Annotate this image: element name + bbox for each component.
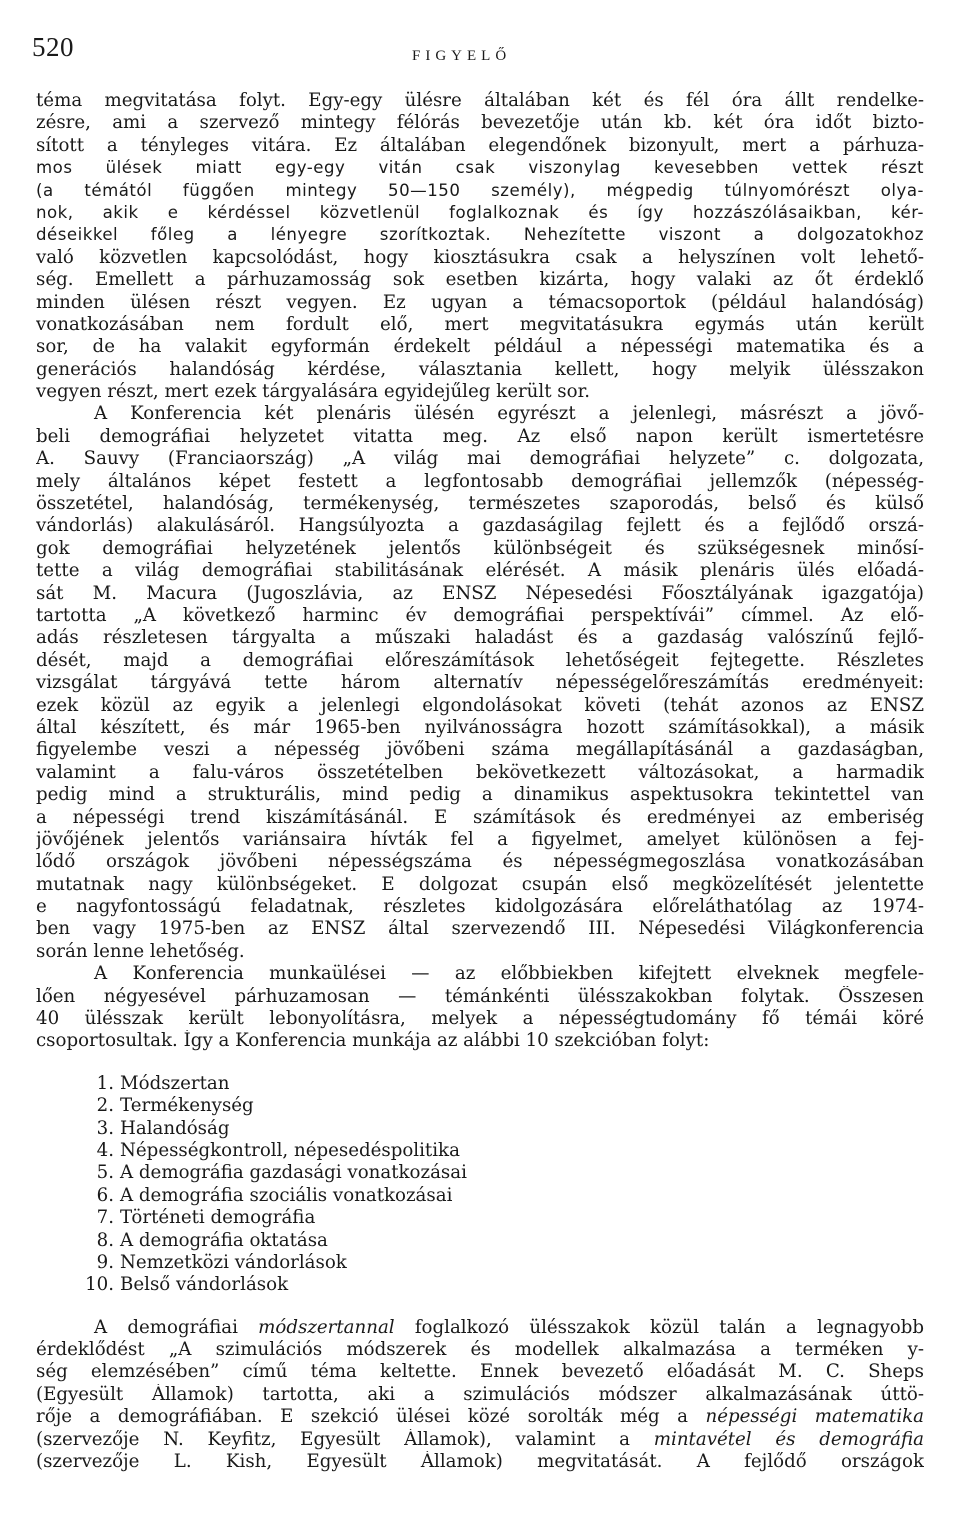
text-line: A Konferencia munkaülései — az előbbiekben kifejtett elveknek megfele- <box>94 963 924 985</box>
text-line: lően négyesével párhuzamosan — témánkénti ülésszakokban folytak. Összesen <box>36 985 924 1007</box>
text-line: e nagyfontosságú feladatnak, részletes kidolgozására előreláthatólag az 1974- <box>36 896 924 918</box>
text-run: rője a demográfiában. E szekció ülései közé sorolták még a <box>36 1406 706 1428</box>
text-line: generációs halandóság kérdése, választania kellett, hogy melyik ülésszakon <box>36 358 924 380</box>
text-line <box>36 1317 924 1339</box>
list-item-number: 4. <box>96 1139 114 1161</box>
list-item <box>36 1185 924 1207</box>
text-line: által készített, és már 1965-ben nyilvánosságra hozott számításokkal), a másik <box>36 716 924 738</box>
text-line: (Egyesült Államok) tartotta, aki a szimulációs módszer alkalmazásának úttö- <box>36 1383 924 1405</box>
text-line: (a témától függően mintegy 50—150 személy), mégpedig túlnyomórészt olya- <box>36 180 924 200</box>
text-line: sát M. Macura (Jugoszlávia, az ENSZ Népesedési Főosztályának igazgatója) <box>36 582 924 604</box>
list-item <box>36 1230 924 1252</box>
text-line: sor, de ha valakit egyformán érdekelt például a népességi matematika és a <box>36 336 924 358</box>
text-line: (szervezője L. Kish, Egyesült Államok) megvitatását. A fejlődő országok <box>36 1451 924 1473</box>
list-item <box>36 1073 924 1095</box>
text-line: ezek közül az egyik a jelenlegi elgondolásokat követi (tehát azonos az ENSZ <box>36 694 924 716</box>
list-item-label: A demográfia szociális vonatkozásai <box>120 1184 453 1206</box>
text-run: (szervezője N. Keyfitz, Egyesült Államok), valamint a <box>36 1428 654 1450</box>
page-number: 520 <box>32 32 74 62</box>
list-item-number: 1. <box>96 1072 114 1094</box>
article-body <box>36 90 924 1473</box>
text-line: a népességi trend kiszámításánál. E számítások és eredményei az emberiség <box>36 806 924 828</box>
text-line: ség. Emellett a párhuzamosság sok esetben kizárta, hogy valaki az őt érdeklő <box>36 269 924 291</box>
list-item <box>36 1274 924 1296</box>
page-header <box>32 30 928 74</box>
list-item <box>36 1252 924 1274</box>
list-item <box>36 1118 924 1140</box>
list-item <box>36 1207 924 1229</box>
text-line: dését, majd a demográfiai előreszámítások lehetőségeit fejtegette. Részletes <box>36 649 924 671</box>
list-item-label: Halandóság <box>120 1117 230 1139</box>
list-item-label: Módszertan <box>120 1072 230 1094</box>
list-item-number: 5. <box>96 1162 114 1184</box>
text-line: figyelembe veszi a népesség jövőbeni száma megállapításánál a gazdaságban, <box>36 739 924 761</box>
running-head: FIGYELŐ <box>412 48 512 64</box>
list-item <box>36 1095 924 1117</box>
list-item-label: Belső vándorlások <box>120 1274 289 1296</box>
list-item-label: Népességkontroll, népesedéspolitika <box>120 1139 460 1161</box>
italic-text-run: módszertannal <box>258 1316 395 1338</box>
text-line: érdeklődést „A szimulációs módszerek és modellek alkalmazása a terméken y- <box>36 1339 924 1361</box>
text-line: tette a világ demográfiai stabilitásának elérését. A másik plenáris ülés előadá- <box>36 560 924 582</box>
list-item-number: 3. <box>96 1117 114 1139</box>
text-run: foglalkozó ülésszakok közül talán a legnagyobb <box>394 1316 924 1338</box>
list-item-number: 7. <box>96 1207 114 1229</box>
text-line: zésre, ami a szervező mintegy félórás bevezetője után kb. két óra időt bizto- <box>36 112 924 134</box>
text-line: beli demográfiai helyzetet vitatta meg. Az első napon került ismertetésre <box>36 425 924 447</box>
list-item-number: 2. <box>96 1095 114 1117</box>
text-line: pedig mind a strukturális, mind pedig a dinamikus aspektusokra tekintettel van <box>36 784 924 806</box>
list-item-number: 10. <box>85 1274 114 1296</box>
text-line: vándorlás) alakulásáról. Hangsúlyozta a gazdaságilag fejlett és a fejlődő orszá- <box>36 515 924 537</box>
section-list <box>36 1073 924 1297</box>
text-line: összetétel, halandóság, termékenység, természetes szaporodás, belső és külső <box>36 493 924 515</box>
text-line: ség elemzésében” című téma keltette. Ennek bevezető előadását M. C. Sheps <box>36 1361 924 1383</box>
list-item-number: 6. <box>96 1184 114 1206</box>
text-line: való közvetlen kapcsolódást, hogy kiosztásukra csak a helyszínen volt lehető- <box>36 246 924 268</box>
text-line: lődő országok jövőbeni népességszáma és népességmegoszlása vonatkozásában <box>36 851 924 873</box>
text-line: vonatkozásában nem fordult elő, mert megvitatásukra egymás után került <box>36 313 924 335</box>
text-line: adás részletesen tárgyalta a műszaki haladást és a gazdaság valószínű fejlő- <box>36 627 924 649</box>
italic-text-run: mintavétel és demográfia <box>653 1428 924 1450</box>
text-line: vegyen részt, mert ezek tárgyalására egyidejűleg került sor. <box>36 381 591 403</box>
list-item-label: Nemzetközi vándorlások <box>120 1251 347 1273</box>
list-item-number: 9. <box>96 1251 114 1273</box>
text-line: tartotta „A következő harminc év demográfiai perspektívái” címmel. Az elő- <box>36 604 924 626</box>
text-line: A Konferencia két plenáris ülésén egyrészt a jelenlegi, másrészt a jövő- <box>94 403 924 425</box>
list-item <box>36 1162 924 1184</box>
text-line: gok demográfiai helyzetének jelentős különbségeit és szükségesnek minősí- <box>36 537 924 559</box>
text-line: déseikkel főleg a lényegre szorítkoztak. Nehezítette viszont a dolgozatokhoz <box>36 225 924 245</box>
list-item <box>36 1140 924 1162</box>
text-line: mely általános képet festett a legfontosabb demográfiai jellemzők (népesség- <box>36 470 924 492</box>
list-item-label: A demográfia oktatása <box>120 1229 328 1251</box>
text-line: vizsgálat tárgyává tette három alternatív népességelőreszámítás eredményeit: <box>36 672 924 694</box>
text-line: csoportosultak. Így a Konferencia munkája az alábbi 10 szekcióban folyt: <box>36 1030 710 1052</box>
list-item-label: A demográfia gazdasági vonatkozásai <box>120 1162 467 1184</box>
text-line <box>36 1406 924 1428</box>
list-item-label: Termékenység <box>120 1095 254 1117</box>
text-line: sított a tényleges vitára. Ez általában elegendőnek bizonyult, mert a párhuza- <box>36 134 924 156</box>
italic-text-run: népességi matematika <box>705 1406 924 1428</box>
text-line: során lenne lehetőség. <box>36 940 245 962</box>
text-run: A demográfiai <box>94 1316 259 1338</box>
text-line <box>36 1429 924 1451</box>
list-item-label: Történeti demográfia <box>120 1207 316 1229</box>
spacer <box>36 1053 924 1073</box>
text-line: mutatnak nagy különbségeket. E dolgozat csupán első megközelítését jelentette <box>36 873 924 895</box>
text-line: mos ülések miatt egy-egy vitán csak viszonylag kevesebben vettek részt <box>36 158 924 178</box>
text-line: ben vagy 1975-ben az ENSZ által szervezendő III. Népesedési Világkonferencia <box>36 918 924 940</box>
text-line: 40 ülésszak került lebonyolításra, melyek a népességtudomány fő témái köré <box>36 1008 924 1030</box>
text-line: valamint a falu-város összetételben bekövetkezett változásokat, a harmadik <box>36 761 924 783</box>
list-item-number: 8. <box>96 1229 114 1251</box>
text-line: nok, akik e kérdéssel közvetlenül foglalkoznak és így hozzászólásaikban, kér- <box>36 202 924 222</box>
text-line: A. Sauvy (Franciaország) „A világ mai demográfiai helyzete” c. dolgozata, <box>36 448 924 470</box>
text-line: minden ülésen részt vegyen. Ez ugyan a témacsoportok (például halandóság) <box>36 291 924 313</box>
text-line: téma megvitatása folyt. Egy-egy ülésre általában két és fél óra állt rendelke- <box>36 90 924 111</box>
text-line: jövőjének jelentős variánsaira hívták fel a figyelmet, amelyet különösen a fej- <box>36 828 924 850</box>
spacer <box>36 1297 924 1317</box>
